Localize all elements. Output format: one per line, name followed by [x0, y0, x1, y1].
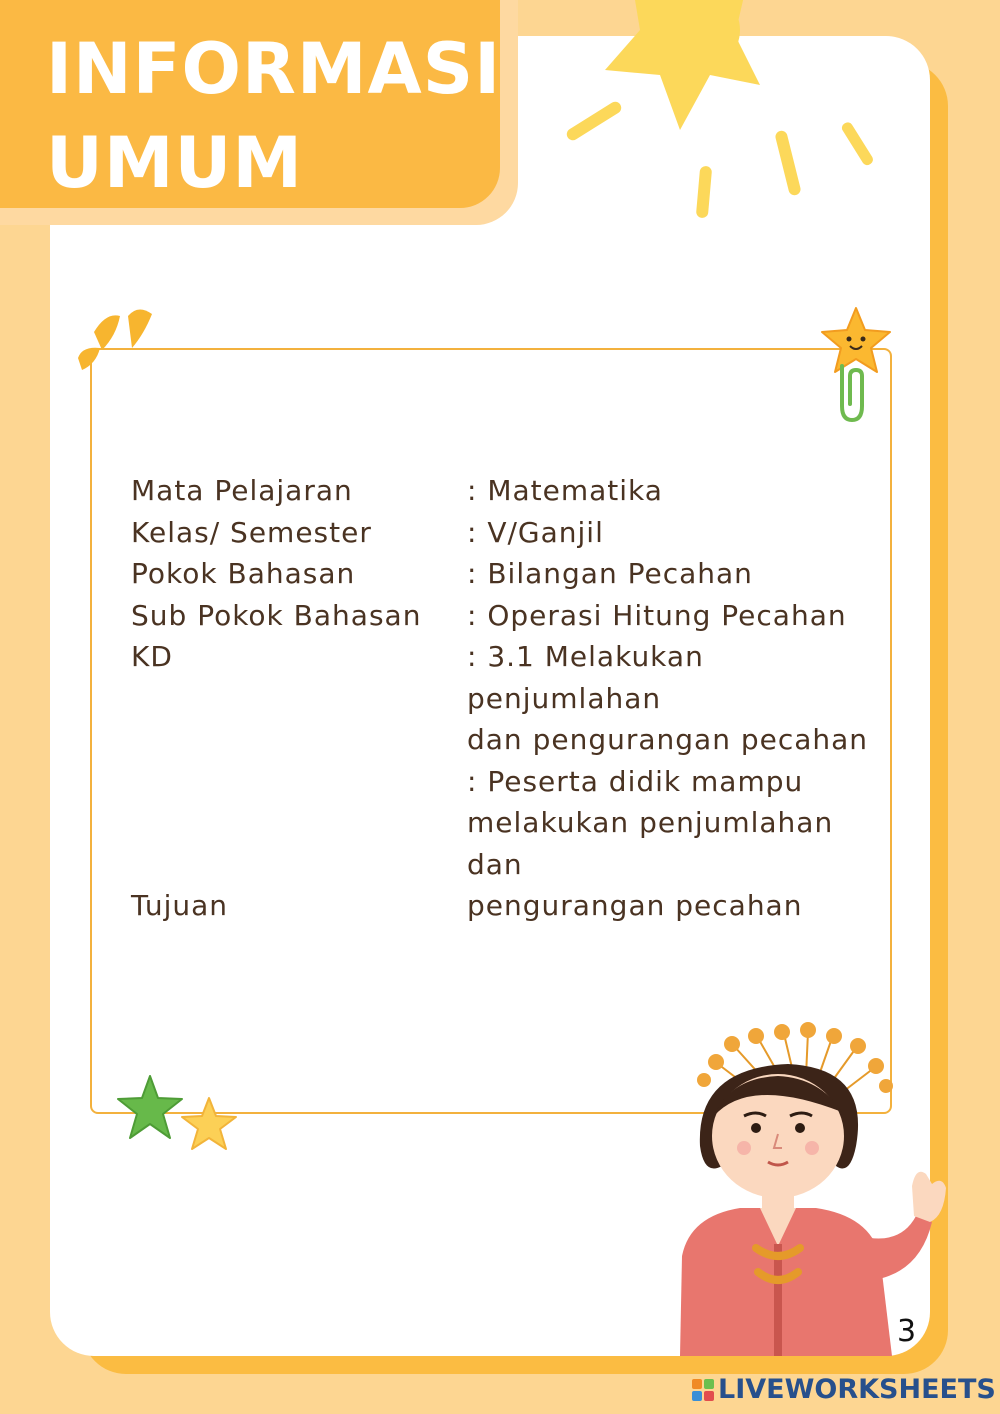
info-label: Mata Pelajaran: [131, 474, 353, 507]
sparkle-burst-icon: [72, 306, 162, 376]
yellow-star-icon: [180, 1096, 238, 1152]
info-value: : Bilangan Pecahan: [467, 557, 753, 590]
green-star-icon: [116, 1074, 184, 1142]
page-title: [46, 22, 501, 210]
info-value-line: : Peserta didik mampu: [467, 764, 804, 798]
info-value-line: dan pengurangan pecahan: [467, 723, 869, 756]
info-label: Sub Pokok Bahasan: [131, 598, 422, 632]
title-line-1: INFORMASI: [46, 28, 502, 110]
info-value: [467, 636, 887, 761]
info-value-line: : 3.1 Melakukan penjumlahan: [467, 640, 704, 715]
info-value: [467, 761, 887, 927]
watermark: [692, 1374, 996, 1405]
liveworksheets-logo-icon: [692, 1379, 714, 1401]
page-number: 3: [897, 1314, 917, 1349]
info-label: Kelas/ Semester: [131, 515, 372, 549]
info-row: [131, 761, 887, 927]
info-row: [131, 553, 887, 595]
sun-icon: [560, 0, 900, 230]
paperclip-icon: [832, 362, 872, 426]
info-value-line: pengurangan pecahan: [467, 889, 803, 922]
info-label: Tujuan: [131, 889, 229, 922]
info-value: : V/Ganjil: [467, 515, 604, 549]
info-row: [131, 512, 887, 554]
info-value: : Matematika: [467, 474, 663, 507]
info-label: Pokok Bahasan: [131, 557, 356, 590]
girl-illustration: [660, 1016, 960, 1356]
watermark-text: LIVEWORKSHEETS: [718, 1374, 996, 1405]
info-value-line: melakukan penjumlahan dan: [467, 806, 834, 881]
info-value: : Operasi Hitung Pecahan: [467, 598, 847, 632]
info-row: [131, 470, 887, 512]
info-label: KD: [131, 640, 173, 673]
info-row: [131, 636, 887, 761]
title-line-2: UMUM: [46, 122, 303, 204]
info-table: [131, 470, 887, 927]
info-row: [131, 595, 887, 637]
